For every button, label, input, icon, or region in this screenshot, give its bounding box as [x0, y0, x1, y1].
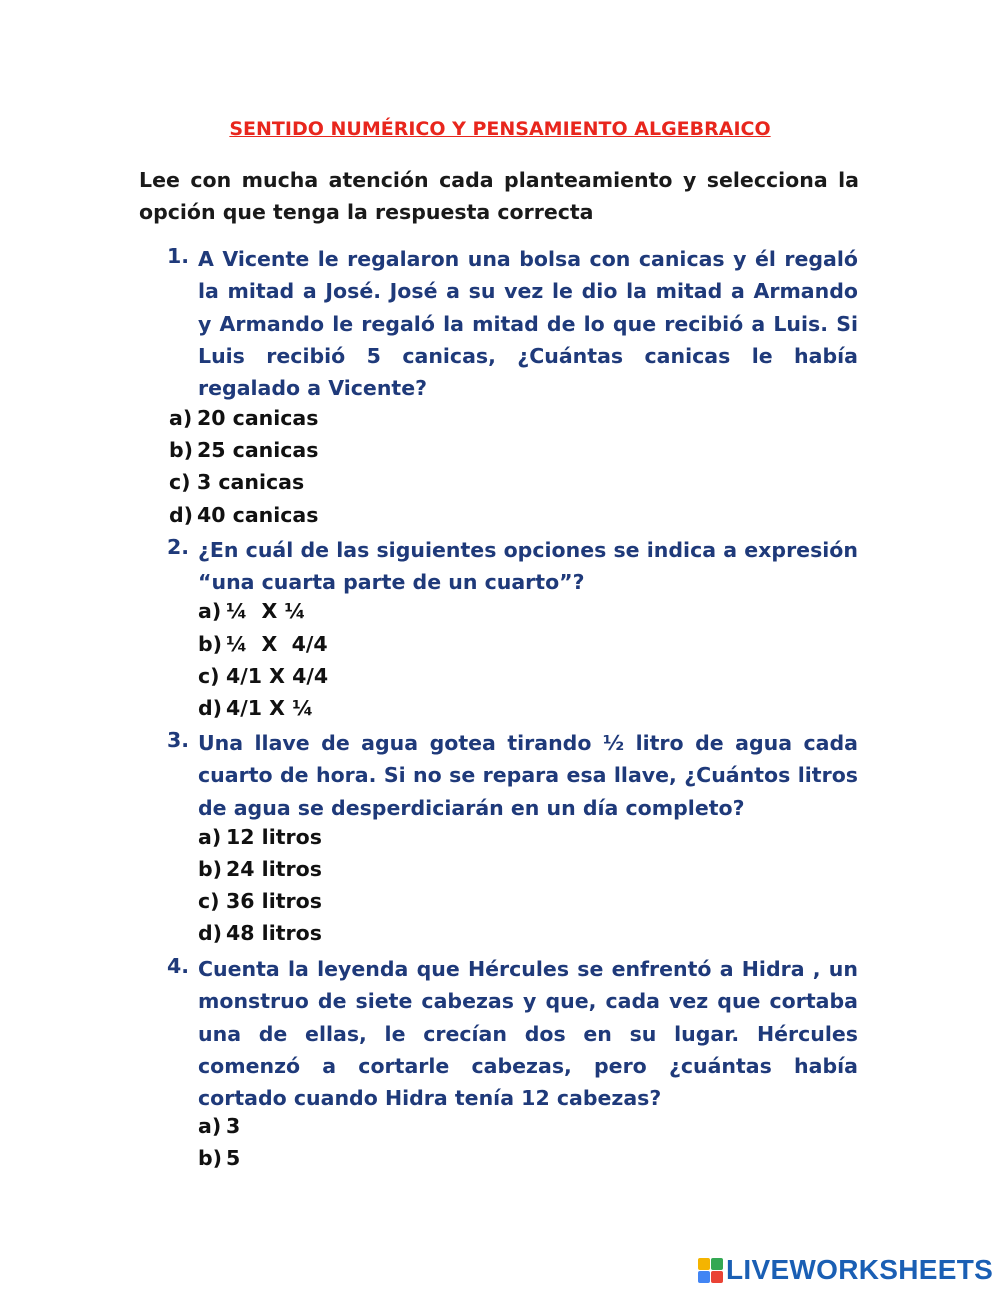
option-label: b): [198, 1146, 223, 1170]
question-4-number: 4.: [167, 954, 190, 978]
question-3-option-d[interactable]: [198, 921, 322, 945]
option-text: 40 canicas: [197, 503, 319, 527]
question-3-number: 3.: [167, 728, 190, 752]
option-label: c): [198, 664, 220, 688]
question-2-option-c[interactable]: [198, 664, 328, 688]
option-text: 20 canicas: [197, 406, 319, 430]
question-2-text: ¿En cuál de las siguientes opciones se indica a expresión “una cuarta parte de un cuarto”?: [198, 538, 858, 595]
option-text: 4/1 X ¼: [226, 696, 314, 720]
question-3-option-a[interactable]: [198, 825, 322, 849]
question-4-option-a[interactable]: [198, 1114, 240, 1138]
option-text: 3 canicas: [197, 470, 305, 494]
option-label: d): [169, 503, 194, 527]
logo-mark-cell: [711, 1271, 723, 1283]
option-label: c): [198, 889, 220, 913]
option-text: ¼ X 4/4: [226, 632, 328, 656]
option-label: b): [198, 857, 223, 881]
question-1-number: 1.: [167, 244, 190, 268]
logo-mark-cell: [698, 1271, 710, 1283]
question-1-text: A Vicente le regalaron una bolsa con canicas y él regaló la mitad a José. José a su vez le dio la mitad a Armando y Armando le regaló la mitad de lo que recibió a Luis. Si Luis recibió 5 canicas, ¿Cuántas canicas le había regalado a Vicente?: [198, 247, 858, 401]
question-2-option-a[interactable]: [198, 599, 306, 623]
question-3-text: Una llave de agua gotea tirando ½ litro de agua cada cuarto de hora. Si no se repara esa llave, ¿Cuántos litros de agua se desperdiciarán en un día completo?: [198, 731, 858, 820]
page-title: SENTIDO NUMÉRICO Y PENSAMIENTO ALGEBRAICO: [229, 118, 771, 140]
logo-mark-cell: [698, 1258, 710, 1270]
option-text: 3: [226, 1114, 241, 1138]
question-4-text: Cuenta la leyenda que Hércules se enfrentó a Hidra , un monstruo de siete cabezas y que, cada vez que cortaba una de ellas, le crecían dos en su lugar. Hércules comenzó a cortarle cabezas, pero ¿cuántas había cortado cuando Hidra tenía 12 cabezas?: [198, 957, 858, 1111]
option-label: a): [169, 406, 193, 430]
option-label: a): [198, 1114, 222, 1138]
option-text: 24 litros: [226, 857, 322, 881]
option-text: 5: [226, 1146, 241, 1170]
logo-mark-cell: [711, 1258, 723, 1270]
option-label: d): [198, 921, 223, 945]
question-1-option-c[interactable]: [169, 470, 304, 494]
option-text: 36 litros: [226, 889, 322, 913]
option-text: 12 litros: [226, 825, 322, 849]
question-2-number: 2.: [167, 535, 190, 559]
question-4-option-b[interactable]: [198, 1146, 240, 1170]
option-label: c): [169, 470, 191, 494]
logo-mark-icon: [698, 1258, 723, 1283]
option-text: 48 litros: [226, 921, 322, 945]
option-label: b): [169, 438, 194, 462]
question-3-option-b[interactable]: [198, 857, 322, 881]
option-label: a): [198, 825, 222, 849]
question-3-option-c[interactable]: [198, 889, 322, 913]
option-text: ¼ X ¼: [226, 599, 306, 623]
logo-text: LIVEWORKSHEETS: [726, 1254, 994, 1285]
question-1-option-a[interactable]: [169, 406, 318, 430]
option-label: b): [198, 632, 223, 656]
question-2-option-b[interactable]: [198, 632, 328, 656]
question-1-option-d[interactable]: [169, 503, 318, 527]
question-1-option-b[interactable]: [169, 438, 318, 462]
liveworksheets-logo[interactable]: [698, 1256, 993, 1284]
instructions: Lee con mucha atención cada planteamiento y selecciona la opción que tenga la respuesta correcta: [139, 168, 859, 224]
option-label: d): [198, 696, 223, 720]
option-text: 4/1 X 4/4: [226, 664, 329, 688]
option-label: a): [198, 599, 222, 623]
question-2-option-d[interactable]: [198, 696, 313, 720]
option-text: 25 canicas: [197, 438, 319, 462]
